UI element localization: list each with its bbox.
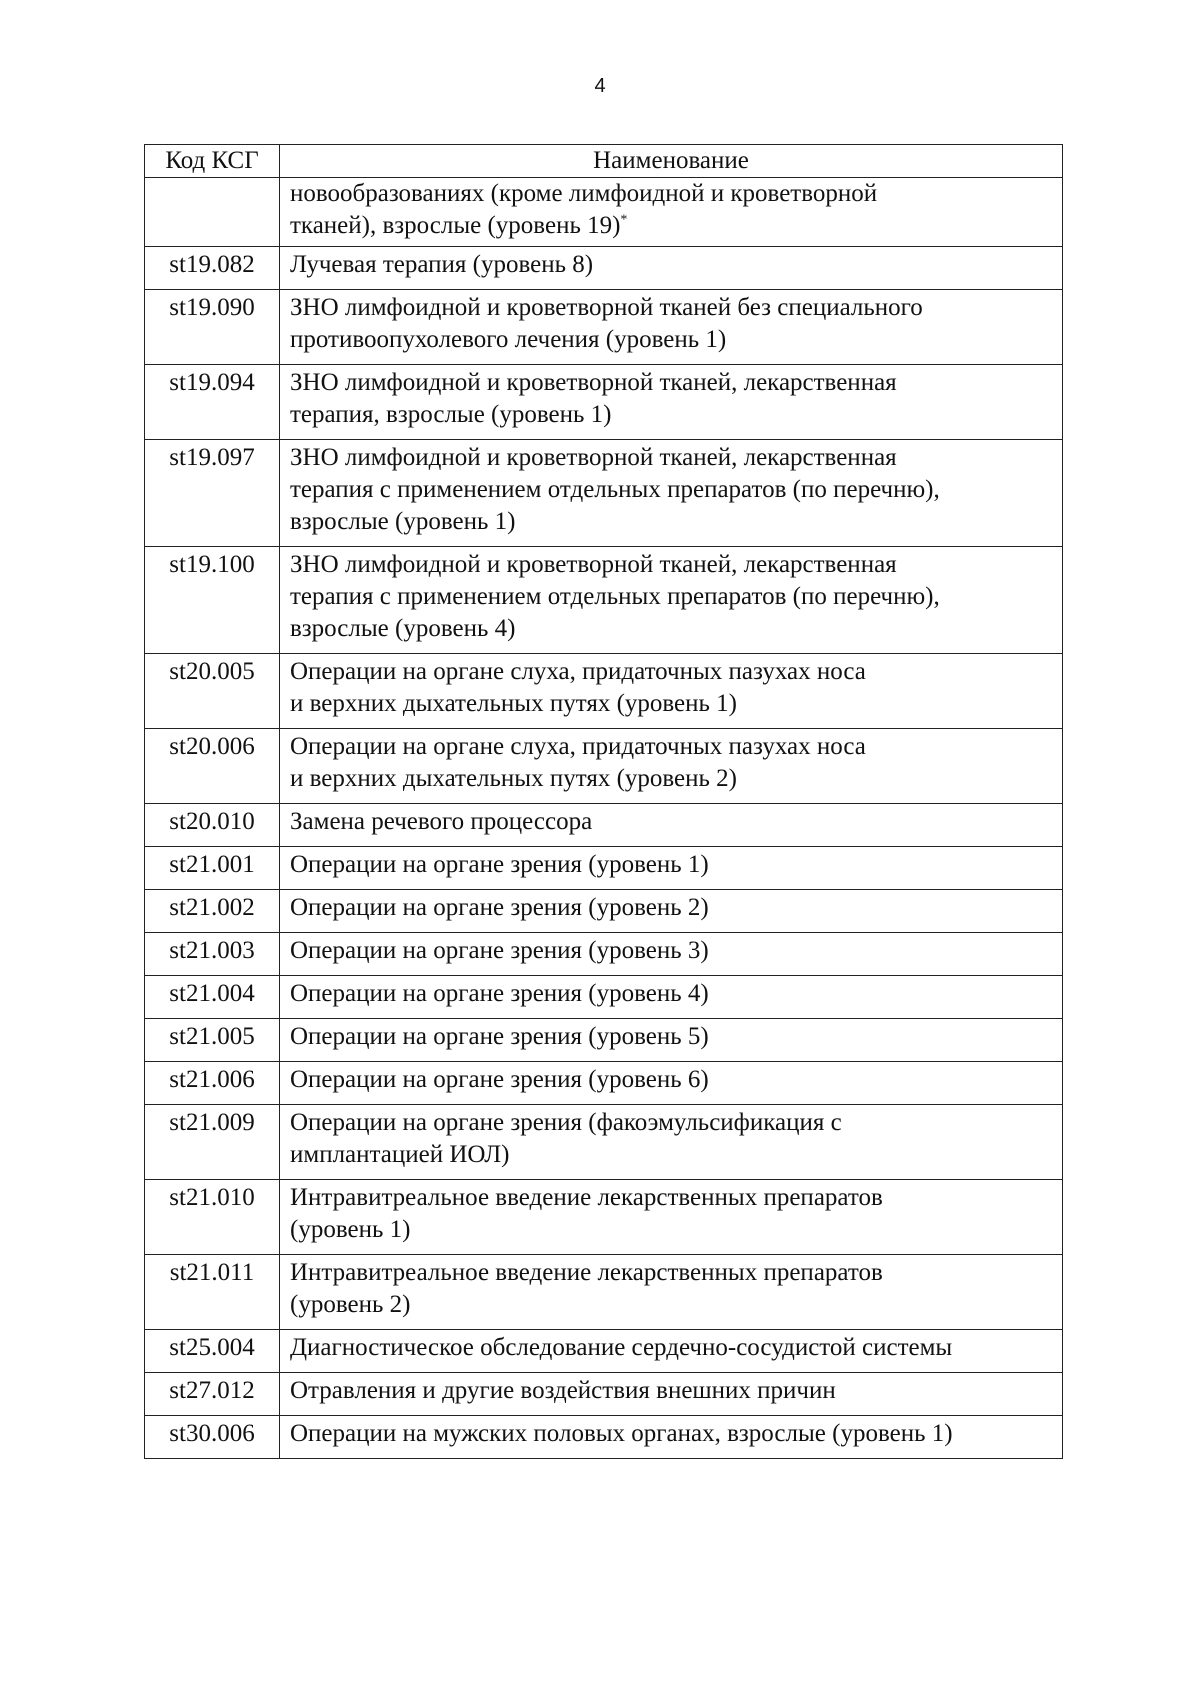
table-row — [145, 365, 1063, 440]
table-row — [145, 654, 1063, 729]
cell-name-line: взрослые (уровень 1) — [290, 508, 516, 535]
cell-code: st19.100 — [145, 547, 280, 654]
cell-code: st21.011 — [145, 1255, 280, 1330]
cell-name-line: ЗНО лимфоидной и кроветворной тканей, лекарственная — [290, 551, 897, 578]
cell-name-line: Интравитреальное введение лекарственных препаратов — [290, 1259, 883, 1286]
cell-name-line: Диагностическое обследование сердечно-сосудистой системы — [290, 1334, 953, 1361]
cell-name — [280, 1373, 1063, 1416]
cell-code: st25.004 — [145, 1330, 280, 1373]
table-row — [145, 890, 1063, 933]
cell-name-line — [290, 210, 1056, 242]
cell-name-line: и верхних дыхательных путях (уровень 1) — [290, 690, 738, 717]
cell-name — [280, 440, 1063, 547]
cell-name-line: (уровень 2) — [290, 1291, 411, 1318]
table-row — [145, 1255, 1063, 1330]
cell-code: st21.004 — [145, 976, 280, 1019]
table-row — [145, 804, 1063, 847]
table-row — [145, 1373, 1063, 1416]
cell-name-line: Замена речевого процессора — [290, 808, 593, 835]
cell-code: st21.010 — [145, 1180, 280, 1255]
cell-name-line: (уровень 1) — [290, 1216, 411, 1243]
cell-name — [280, 547, 1063, 654]
table-header-row — [145, 145, 1063, 178]
page-number: 4 — [594, 75, 606, 97]
cell-code: st20.005 — [145, 654, 280, 729]
cell-name — [280, 1180, 1063, 1255]
cell-name-line: Операции на органе зрения (уровень 2) — [290, 894, 709, 921]
cell-name-line: терапия с применением отдельных препаратов (по перечню), — [290, 583, 940, 610]
cell-name — [280, 847, 1063, 890]
cell-name — [280, 976, 1063, 1019]
table-body — [145, 178, 1063, 1459]
cell-code: st20.010 — [145, 804, 280, 847]
cell-name — [280, 933, 1063, 976]
cell-code: st19.090 — [145, 290, 280, 365]
cell-name-line: Операции на органе зрения (факоэмульсификация с — [290, 1109, 842, 1136]
cell-name — [280, 1019, 1063, 1062]
table-row — [145, 1062, 1063, 1105]
cell-name — [280, 290, 1063, 365]
cell-code: st30.006 — [145, 1416, 280, 1459]
cell-name-line: Операции на органе слуха, придаточных пазухах носа — [290, 733, 866, 760]
cell-name-line: Операции на органе зрения (уровень 3) — [290, 937, 709, 964]
cell-name-line: Отравления и другие воздействия внешних причин — [290, 1377, 836, 1404]
cell-name-line: противоопухолевого лечения (уровень 1) — [290, 326, 727, 353]
cell-code: st21.003 — [145, 933, 280, 976]
cell-name — [280, 1062, 1063, 1105]
cell-name-line: имплантацией ИОЛ) — [290, 1141, 510, 1168]
footnote-mark: * — [620, 212, 628, 228]
cell-name-line: ЗНО лимфоидной и кроветворной тканей без специального — [290, 294, 923, 321]
cell-name — [280, 804, 1063, 847]
cell-code: st19.097 — [145, 440, 280, 547]
table-row — [145, 1019, 1063, 1062]
cell-name-line: терапия, взрослые (уровень 1) — [290, 401, 612, 428]
cell-name-line: взрослые (уровень 4) — [290, 615, 516, 642]
header-code: Код КСГ — [145, 145, 280, 178]
table-row — [145, 440, 1063, 547]
ksg-table — [144, 144, 1063, 1459]
cell-name-line: Лучевая терапия (уровень 8) — [290, 251, 594, 278]
cell-name-line: Операции на мужских половых органах, взрослые (уровень 1) — [290, 1420, 953, 1447]
cell-name-line: ЗНО лимфоидной и кроветворной тканей, лекарственная — [290, 369, 897, 396]
cell-code: st21.002 — [145, 890, 280, 933]
cell-name — [280, 365, 1063, 440]
table-row — [145, 847, 1063, 890]
cell-code: st27.012 — [145, 1373, 280, 1416]
table-row — [145, 547, 1063, 654]
table-row — [145, 933, 1063, 976]
table-row — [145, 1330, 1063, 1373]
cell-code: st19.082 — [145, 247, 280, 290]
cell-name — [280, 247, 1063, 290]
cell-name — [280, 178, 1063, 247]
cell-code: st21.009 — [145, 1105, 280, 1180]
cell-name-line: Операции на органе зрения (уровень 4) — [290, 980, 709, 1007]
table-row — [145, 1180, 1063, 1255]
table-row — [145, 1105, 1063, 1180]
cell-name — [280, 1105, 1063, 1180]
table-row — [145, 290, 1063, 365]
cell-name — [280, 890, 1063, 933]
table-row — [145, 976, 1063, 1019]
table-row — [145, 247, 1063, 290]
cell-code: st19.094 — [145, 365, 280, 440]
cell-name — [280, 1416, 1063, 1459]
cell-code: st20.006 — [145, 729, 280, 804]
cell-name-line: новообразованиях (кроме лимфоидной и кроветворной — [290, 180, 878, 207]
cell-code: st21.006 — [145, 1062, 280, 1105]
table-row — [145, 729, 1063, 804]
table-row — [145, 1416, 1063, 1459]
cell-name — [280, 1330, 1063, 1373]
table-row-continuation — [145, 178, 1063, 247]
cell-name-line: Операции на органе слуха, придаточных пазухах носа — [290, 658, 866, 685]
cell-name-text: тканей), взрослые (уровень 19) — [290, 212, 621, 239]
cell-name-line: ЗНО лимфоидной и кроветворной тканей, лекарственная — [290, 444, 897, 471]
cell-code: st21.005 — [145, 1019, 280, 1062]
cell-name-line: терапия с применением отдельных препаратов (по перечню), — [290, 476, 940, 503]
cell-name — [280, 654, 1063, 729]
cell-name — [280, 729, 1063, 804]
cell-name — [280, 1255, 1063, 1330]
cell-name-line: и верхних дыхательных путях (уровень 2) — [290, 765, 738, 792]
cell-code: st21.001 — [145, 847, 280, 890]
cell-code — [145, 178, 280, 247]
cell-name-line: Операции на органе зрения (уровень 5) — [290, 1023, 709, 1050]
cell-name-line: Интравитреальное введение лекарственных препаратов — [290, 1184, 883, 1211]
cell-name-line: Операции на органе зрения (уровень 6) — [290, 1066, 709, 1093]
header-name: Наименование — [280, 145, 1063, 178]
cell-name-line: Операции на органе зрения (уровень 1) — [290, 851, 709, 878]
